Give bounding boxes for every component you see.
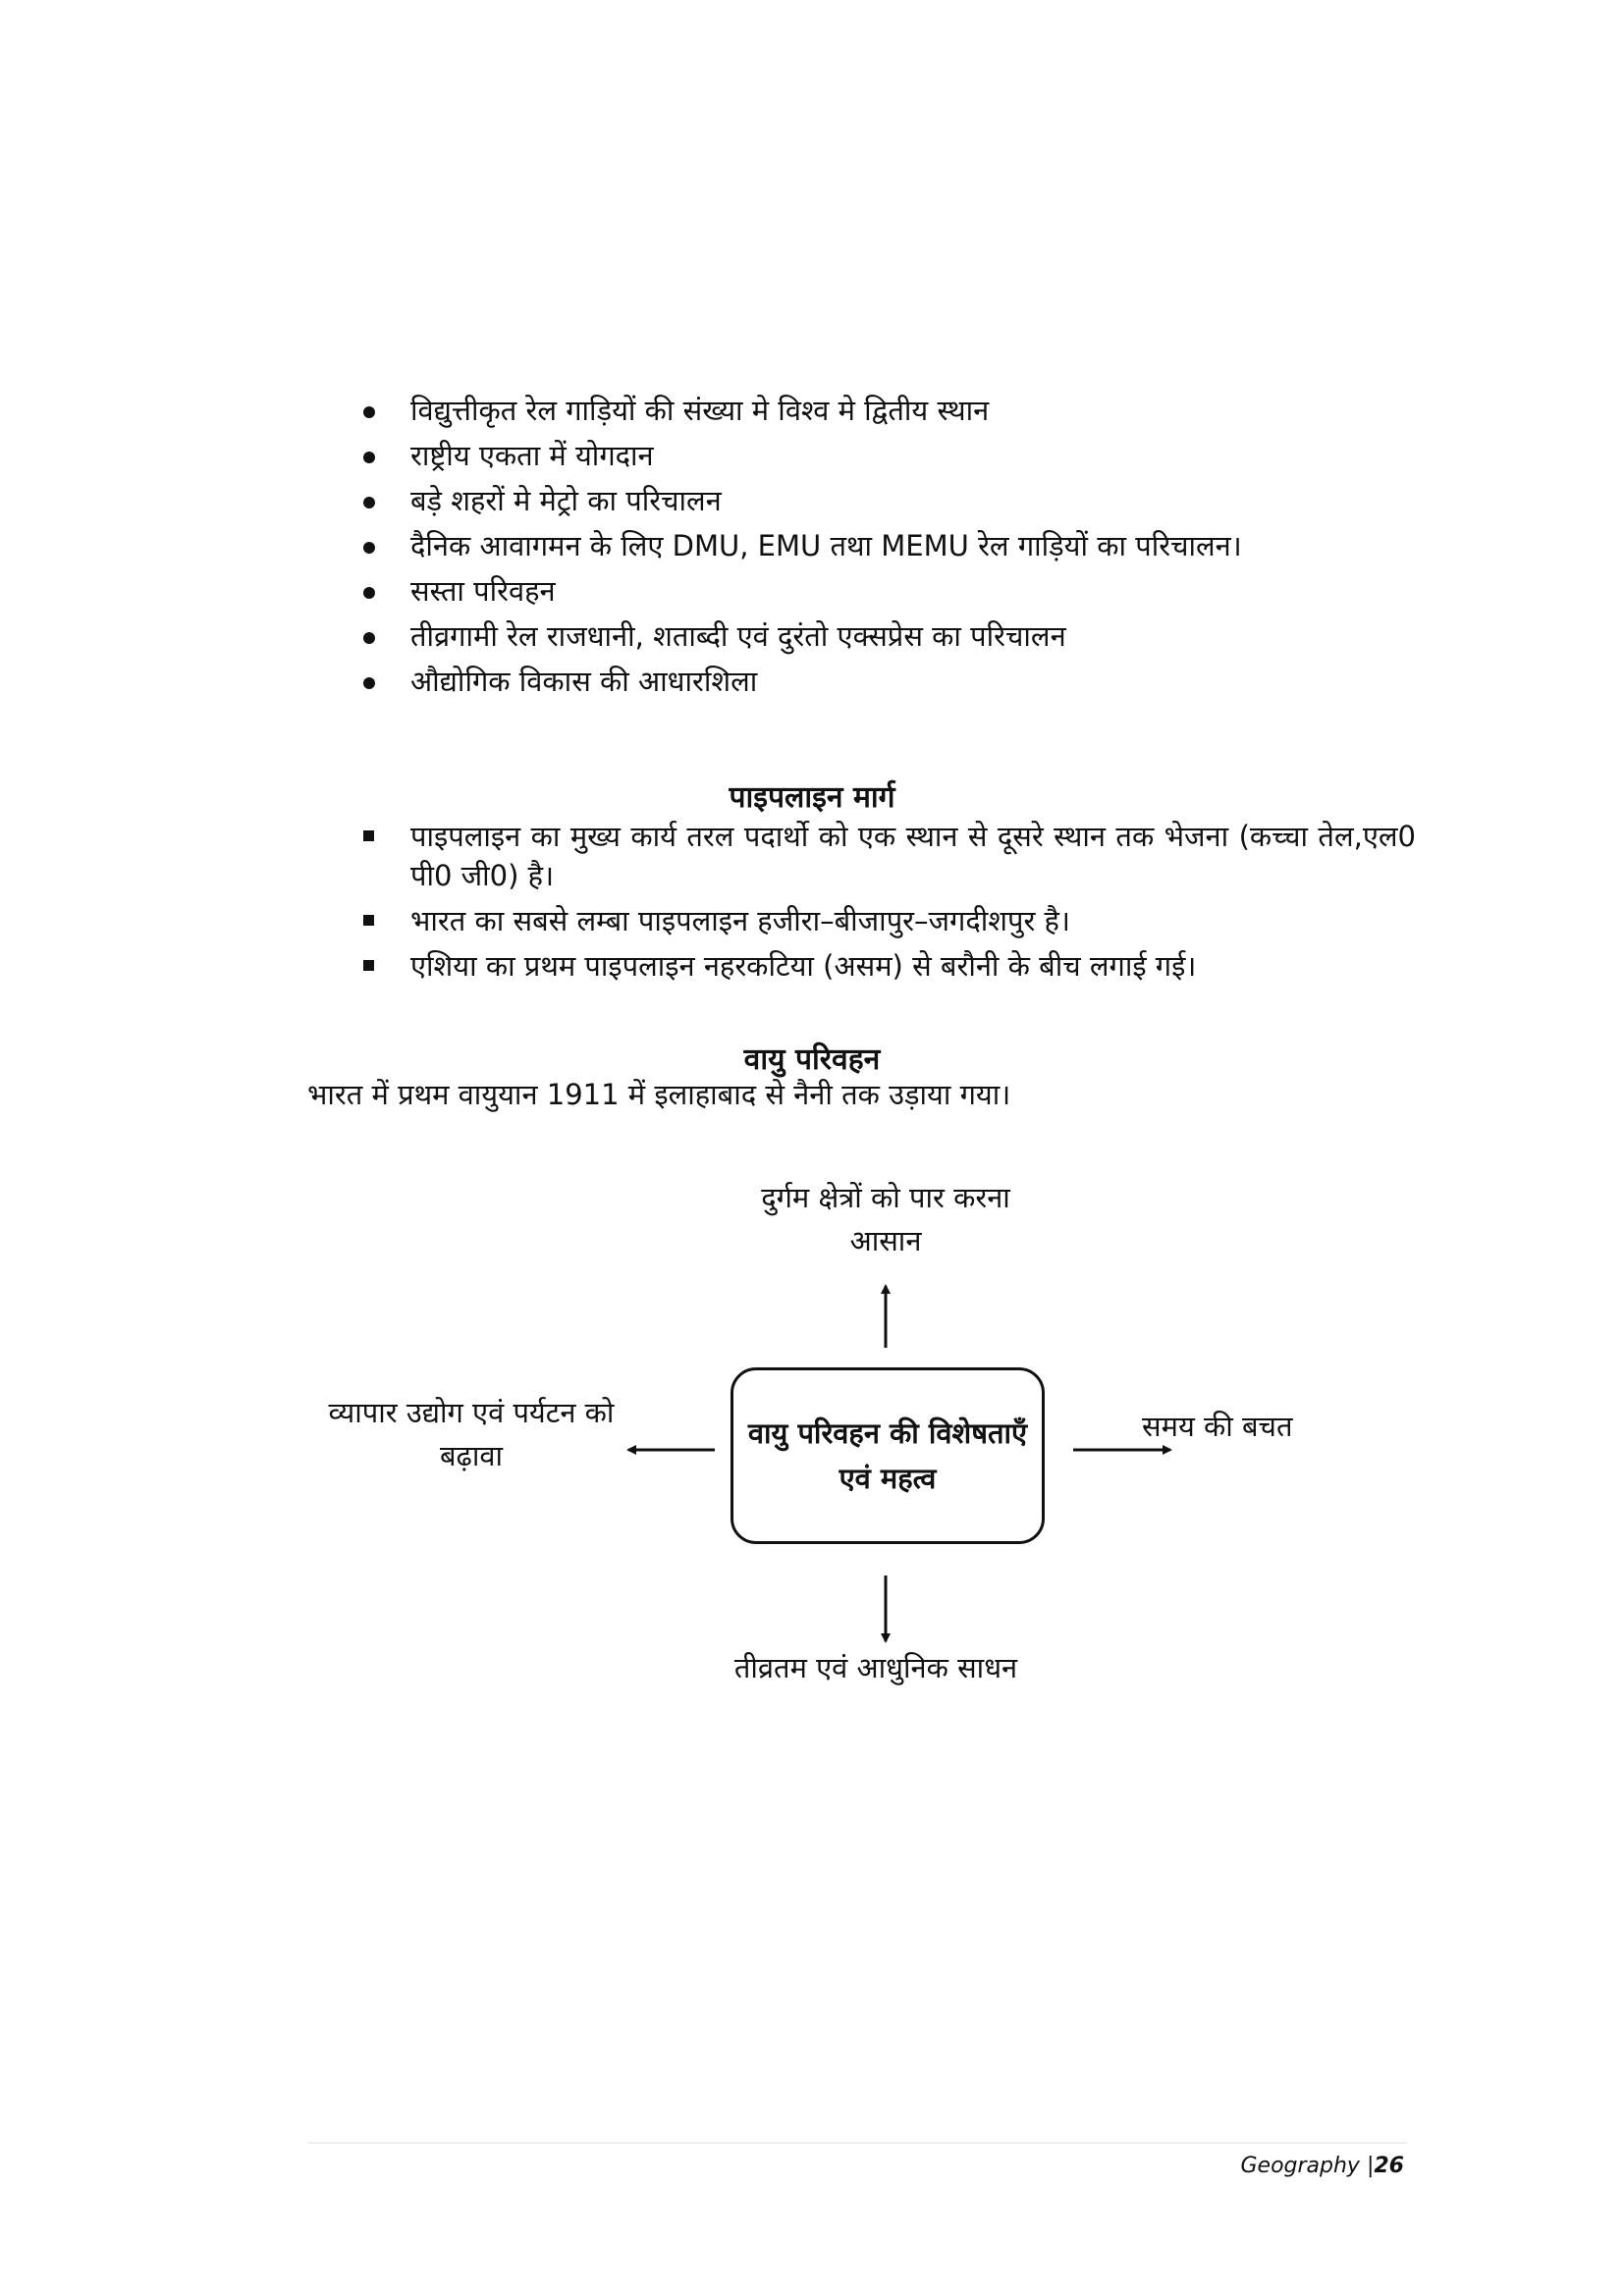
page-footer (1178, 2154, 1404, 2178)
list-item: राष्ट्रीय एकता में योगदान (355, 433, 1416, 478)
list-item: विद्युत्तीकृत रेल गाड़ियों की संख्या मे विश्व मे द्वितीय स्थान (355, 388, 1416, 433)
list-item: औद्योगिक विकास की आधारशिला (355, 659, 1416, 704)
air-transport-heading: वायु परिवहन (743, 1042, 881, 1077)
list-item: सस्ता परिवहन (355, 568, 1416, 614)
list-item: तीव्रगामी रेल राजधानी, शताब्दी एवं दुरंतो एक्सप्रेस का परिचालन (355, 614, 1416, 659)
diagram-node-left: व्यापार उद्योग एवं पर्यटन को बढ़ावा (328, 1396, 615, 1472)
air-transport-intro: भारत में प्रथम वायुयान 1911 में इलाहाबाद से नैनी तक उड़ाया गया। (307, 1078, 1011, 1111)
diagram-center-label: वायु परिवहन की विशेषताएँ एवं महत्व (747, 1416, 1028, 1495)
diagram-node-right: समय की बचत (1142, 1410, 1293, 1443)
footer-subject: Geography (1240, 2154, 1360, 2178)
list-item: दैनिक आवागमन के लिए DMU, EMU तथा MEMU रेल गाड़ियों का परिचालन। (355, 523, 1416, 568)
diagram-center-box (731, 1367, 1045, 1544)
footer-separator: | (1366, 2154, 1375, 2178)
list-item: एशिया का प्रथम पाइपलाइन नहरकटिया (असम) से बरौनी के बीच लगाई गई। (355, 946, 1416, 986)
pipeline-heading: पाइपलाइन मार्ग (729, 780, 895, 815)
list-item: बड़े शहरों मे मेट्रो का परिचालन (355, 478, 1416, 523)
diagram-node-bottom: तीव्रतम एवं आधुनिक साधन (733, 1651, 1018, 1684)
footer-divider (307, 2142, 1407, 2144)
diagram-node-top: दुर्गम क्षेत्रों को पार करना आसान (761, 1181, 1010, 1257)
list-item: भारत का सबसे लम्बा पाइपलाइन हजीरा–बीजापुर–जगदीशपुर है। (355, 901, 1416, 940)
page-number: 26 (1374, 2154, 1404, 2178)
list-item: पाइपलाइन का मुख्य कार्य तरल पदार्थो को एक स्थान से दूसरे स्थान तक भेजना (कच्चा तेल,एल0 पी0 जी0) है। (355, 817, 1416, 895)
